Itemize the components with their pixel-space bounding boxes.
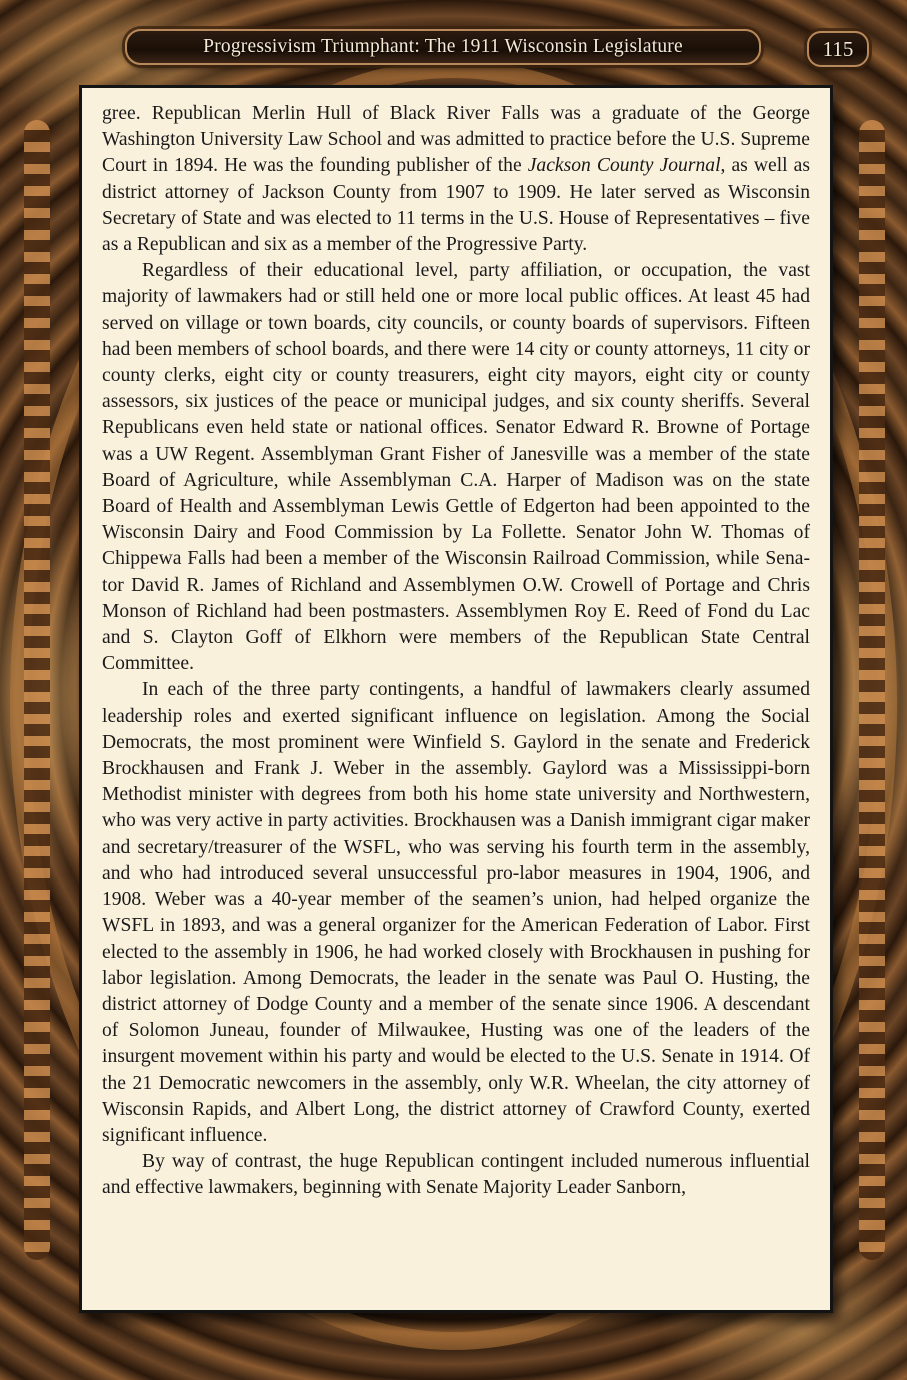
page-number-badge [807, 31, 869, 67]
paragraph-4: By way of contrast, the huge Republican contingent included numerous influential and effective lawmakers, beginning with Senate Majority Leader Sanborn, [102, 1151, 810, 1199]
paragraph-3: In each of the three party contingents, a handful of lawmakers clearly assumed leadership roles and exerted significant influence on legislation. Among the Social Democrats, the most prominent were Winfield S. Gaylord in the senate and Frederick Brockhausen and Frank J. Weber in the assembly. Gaylord was a Mississippi-born Methodist minister with degrees from both his home state university and Northwestern, who was very active in party activities. Brockhausen was a Danish immigrant cigar maker and secretary/treasurer of the WSFL, who was serving his fourth term in the assembly, and who had introduced several unsuccessful pro-labor measures in 1904, 1906, and 1908. Weber was a 40-year member of the seamen’s union, had helped organize the WSFL in 1893, and was a general organizer for the American Federation of Labor. First elected to the assembly in 1906, he had worked closely with Brockhausen in pushing for labor legislation. Among Democrats, the leader in the senate was Paul O. Husting, the district attorney of Dodge County and a member of the senate since 1906. A descendant of Solomon Juneau, founder of Milwaukee, Husting was one of the leaders of the insurgent movement within his party and would be elected to the U.S. Senate in 1914. Of the 21 Democratic newcomers in the assembly, only W.R. Wheelan, the city attorney of Wisconsin Rapids, and Albert Long, the district attorney of Crawford County, exerted significant influence. [102, 679, 810, 1146]
paragraph-2: Regardless of their educational level, party affiliation, or occupation, the vast majority of lawmakers had or still held one or more local public offices. At least 45 had served on village or town boards, city councils, or county boards of supervisors. Fifteen had been members of school boards, and there were 14 city or county attorneys, 11 city or county clerks, eight city or county treasurers, eight city mayors, eight city or county assessors, six justices of the peace or municipal judges, and six county sheriffs. Several Republicans even held state or national offices. Senator Edward R. Browne of Portage was a UW Regent. Assemblyman Grant Fisher of Janesville was a member of the state Board of Agriculture, while Assemblyman C.A. Harper of Madison was on the state Board of Health and Assemblyman Lewis Gettle of Edgerton had been appointed to the Wisconsin Dairy and Food Commission by La Follette. Senator John W. Thomas of Chippewa Falls had been a member of the Wisconsin Railroad Commission, while Senator David R. James of Richland and Assemblymen O.W. Crowell of Portage and Chris Monson of Richland had been postmasters. Assemblymen Roy E. Reed of Fond du Lac and S. Clayton Goff of Elkhorn were members of the Republican State Central Committee. [102, 260, 810, 675]
paragraph-1-text-a: gree. Republican Merlin Hull of Black River Falls was a graduate of the George Washington University Law School and was admitted to practice before the U.S. Supreme Court in 1894. He was the founding publisher of the [102, 103, 810, 177]
running-header [125, 29, 761, 65]
paragraph-1-text-b: , as well as district attorney of Jackson County from 1907 to 1909. He later served as Wisconsin Secretary of State and was elected to 11 terms in the U.S. House of Representatives – five as a Republican and six as a member of the Progressive Party. [102, 155, 810, 256]
paragraph-1 [102, 101, 810, 258]
decorative-beading-left [24, 120, 50, 1260]
body-text-panel [79, 85, 833, 1313]
chapter-title: Progressivism Triumphant: The 1911 Wisconsin Legislature [203, 36, 683, 57]
page-number: 115 [822, 36, 854, 61]
newspaper-title: Jackson County Journal [527, 155, 721, 177]
decorative-beading-right [859, 120, 885, 1260]
